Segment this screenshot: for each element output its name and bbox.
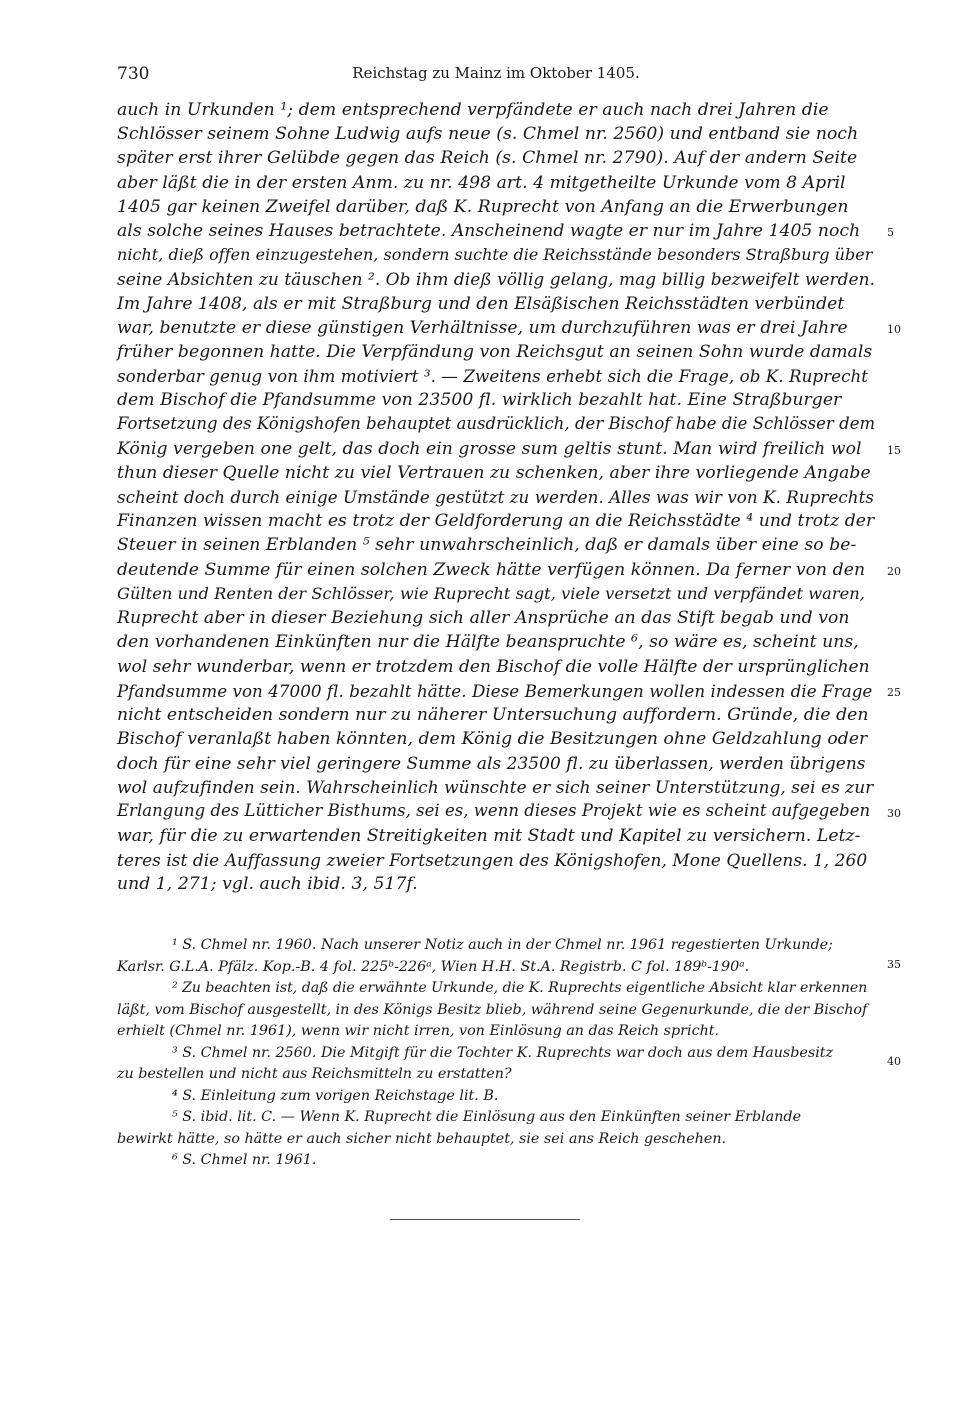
text-line: nicht entscheiden sondern nur zu näherer Untersuchung auffordern. Gründe, die den xyxy=(117,704,869,725)
footnote-line: ⁶ S. Chmel nr. 1961. xyxy=(172,1152,317,1168)
text-line: war, für die zu erwartenden Streitigkeiten mit Stadt und Kapitel zu versichern. Letz- xyxy=(117,825,861,846)
text-line: als solche seines Hauses betrachtete. Anscheinend wagte er nur im Jahre 1405 noch xyxy=(117,220,861,241)
footnote-line: zu bestellen und nicht aus Reichsmitteln zu erstatten? xyxy=(117,1066,512,1082)
footnote-line: ² Zu beachten ist, daß die erwähnte Urkunde, die K. Ruprechts eigentliche Absicht klar erkennen xyxy=(172,980,868,996)
text-line: Ruprecht aber in dieser Beziehung sich aller Ansprüche an das Stift begab und von xyxy=(117,607,850,628)
page-number: 730 xyxy=(117,64,150,84)
text-line: Gülten und Renten der Schlösser, wie Ruprecht sagt, viele versetzt und verpfändet waren, xyxy=(117,583,865,603)
line-number: 5 xyxy=(887,226,894,239)
text-line: wol aufzufinden sein. Wahrscheinlich wünschte er sich seiner Unterstützung, sei es zur xyxy=(117,777,874,798)
footnote-line: läßt, vom Bischof ausgestellt, in des Königs Besitz blieb, während seine Gegenurkunde, die der Bischof xyxy=(117,1001,868,1018)
footnote-line: ³ S. Chmel nr. 2560. Die Mitgift für die Tochter K. Ruprechts war doch aus dem Hausbesitz xyxy=(172,1044,834,1061)
footnote-line: bewirkt hätte, so hätte er auch sicher nicht behauptet, sie sei ans Reich geschehen. xyxy=(117,1130,727,1147)
text-line: Schlösser seinem Sohne Ludwig aufs neue (s. Chmel nr. 2560) und entband sie noch xyxy=(117,124,859,145)
line-number: 15 xyxy=(887,444,901,457)
footnote-line: ¹ S. Chmel nr. 1960. Nach unserer Notiz auch in der Chmel nr. 1961 regestierten Urkunde; xyxy=(172,937,833,953)
text-line: thun dieser Quelle nicht zu viel Vertrauen zu schenken, aber ihre vorliegende Angabe xyxy=(117,462,871,483)
footnote-line: ⁵ S. ibid. lit. C. — Wenn K. Ruprecht die Einlösung aus den Einkünften seiner Erblande xyxy=(172,1109,802,1125)
text-line: Finanzen wissen macht es trotz der Geldforderung an die Reichsstädte ⁴ und trotz der xyxy=(117,511,875,532)
text-line: Bischof veranlaßt haben könnten, dem König die Besitzungen ohne Geldzahlung oder xyxy=(117,728,868,749)
text-line: doch für eine sehr viel geringere Summe als 23500 fl. zu überlassen, werden übrigens xyxy=(117,753,866,774)
text-line: und 1, 271; vgl. auch ibid. 3, 517f. xyxy=(117,874,418,894)
footnote-line: erhielt (Chmel nr. 1961), wenn wir nicht irren, von Einlösung an das Reich spricht. xyxy=(117,1023,720,1039)
line-number: 35 xyxy=(887,958,901,971)
text-line: seine Absichten zu täuschen ². Ob ihm dieß völlig gelang, mag billig bezweifelt werden. xyxy=(117,269,876,290)
line-number: 30 xyxy=(887,807,901,820)
line-number: 10 xyxy=(887,323,901,336)
main-text xyxy=(117,98,875,896)
running-title: Reichstag zu Mainz im Oktober 1405. xyxy=(352,64,640,82)
text-line: war, benutzte er diese günstigen Verhältnisse, um durchzuführen was er drei Jahre xyxy=(117,317,848,338)
text-line: deutende Summe für einen solchen Zweck hätte verfügen können. Da ferner von den xyxy=(117,559,866,580)
footnote-line: Karlsr. G.L.A. Pfälz. Kop.-B. 4 fol. 225ᵇ-226ᵃ, Wien H.H. St.A. Registrb. C fol. 189ᵇ-190ᵃ. xyxy=(117,958,750,975)
end-rule xyxy=(390,1219,580,1220)
text-line: scheint doch durch einige Umstände gestützt zu werden. Alles was wir von K. Ruprechts xyxy=(117,487,874,507)
text-line: teres ist die Auffassung zweier Fortsetzungen des Königshofen, Mone Quellens. 1, 260 xyxy=(117,849,868,870)
text-line: Fortsetzung des Königshofen behauptet ausdrücklich, der Bischof habe die Schlösser dem xyxy=(117,414,876,434)
text-line: 1405 gar keinen Zweifel darüber, daß K. Ruprecht von Anfang an die Erwerbungen xyxy=(117,196,849,217)
text-line: früher begonnen hatte. Die Verpfändung von Reichsgut an seinen Sohn wurde damals xyxy=(117,341,873,362)
text-line: auch in Urkunden ¹; dem entsprechend verpfändete er auch nach drei Jahren die xyxy=(117,100,829,120)
text-line: Pfandsumme von 47000 fl. bezahlt hätte. Diese Bemerkungen wollen indessen die Frage xyxy=(117,680,873,701)
text-line: wol sehr wunderbar, wenn er trotzdem den Bischof die volle Hälfte der ursprünglichen xyxy=(117,656,870,677)
line-number: 40 xyxy=(887,1055,901,1068)
text-line: aber läßt die in der ersten Anm. zu nr. 498 art. 4 mitgetheilte Urkunde vom 8 April xyxy=(117,172,846,193)
text-line: Im Jahre 1408, als er mit Straßburg und den Elsäßischen Reichsstädten verbündet xyxy=(117,293,845,314)
text-line: König vergeben one gelt, das doch ein grosse sum geltis stunt. Man wird freilich wol xyxy=(117,438,862,459)
text-line: später erst ihrer Gelübde gegen das Reich (s. Chmel nr. 2790). Auf der andern Seite xyxy=(117,148,858,169)
text-line: Erlangung des Lütticher Bisthums, sei es, wenn dieses Projekt wie es scheint aufgegeben xyxy=(117,801,871,821)
footnote-line: ⁴ S. Einleitung zum vorigen Reichstage lit. B. xyxy=(172,1087,499,1104)
footnotes xyxy=(117,935,875,1172)
text-line: nicht, dieß offen einzugestehen, sondern suchte die Reichsstände besonders Straßburg über xyxy=(117,245,873,265)
page-header xyxy=(117,64,875,88)
text-line: Steuer in seinen Erblanden ⁵ sehr unwahrscheinlich, daß er damals über eine so be- xyxy=(117,535,857,556)
text-line: dem Bischof die Pfandsumme von 23500 fl. wirklich bezahlt hat. Eine Straßburger xyxy=(117,390,842,411)
line-number: 20 xyxy=(887,565,901,578)
text-line: sonderbar genug von ihm motiviert ³. — Zweitens erhebt sich die Frage, ob K. Ruprecht xyxy=(117,366,869,387)
line-number: 25 xyxy=(887,686,901,699)
text-line: den vorhandenen Einkünften nur die Hälfte beanspruchte ⁶, so wäre es, scheint uns, xyxy=(117,632,859,653)
